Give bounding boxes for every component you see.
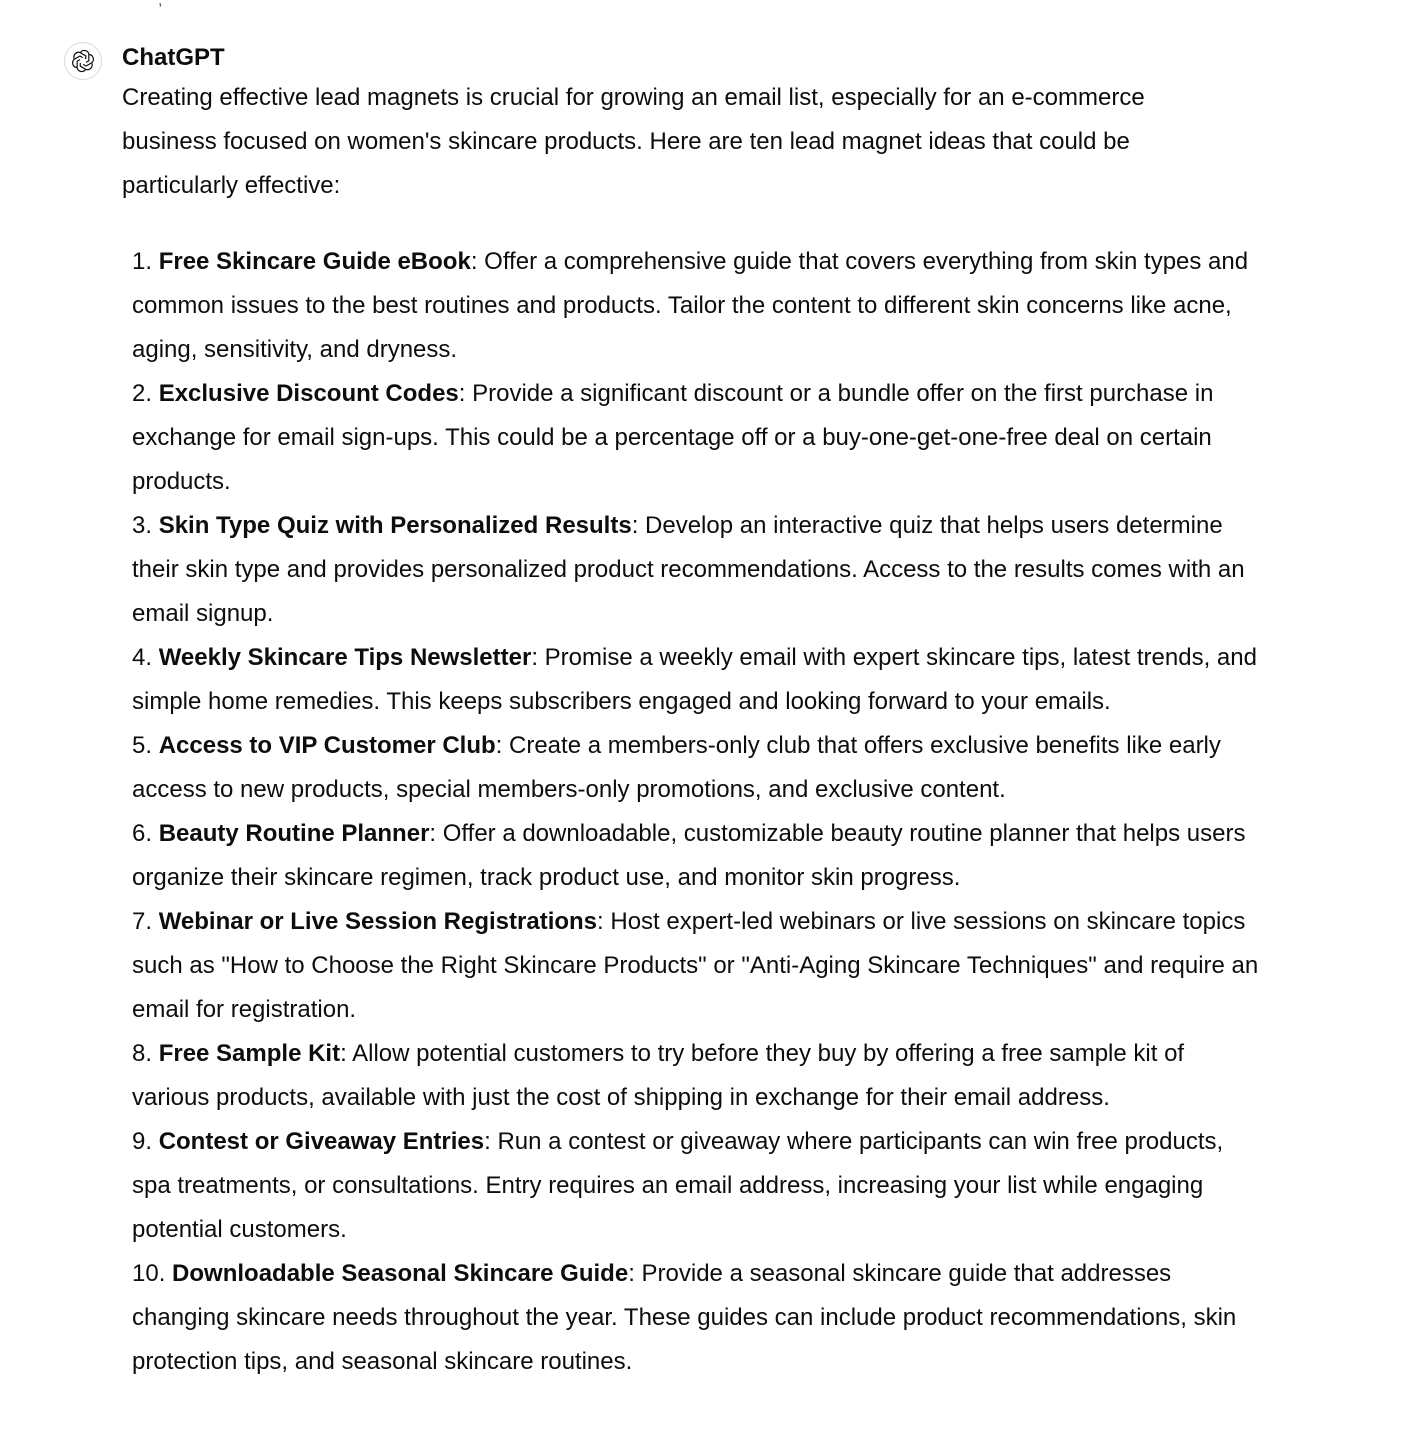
list-item: 1. Free Skincare Guide eBook: Offer a comprehensive guide that covers everything from skin types and common issues to the best routines and products. Tailor the content to different skin concerns like acne, aging, sensitivity, and dryness. (132, 248, 1249, 363)
list-item-title: Free Sample Kit (158, 1040, 341, 1067)
list-item-title: Skin Type Quiz with Personalized Results (158, 512, 632, 539)
previous-message-fragment: , (158, 0, 163, 9)
list-item: 2. Exclusive Discount Codes: Provide a significant discount or a bundle offer on the first purchase in exchange for email sign-ups. This could be a percentage off or a buy-one-get-one-free deal on certain products. (132, 380, 1214, 495)
list-item: 4. Weekly Skincare Tips Newsletter: Promise a weekly email with expert skincare tips, latest trends, and simple home remedies. This keeps subscribers engaged and looking forward to your emails. (132, 644, 1257, 715)
list-item-title: Contest or Giveaway Entries (158, 1128, 485, 1155)
lead-magnet-list (122, 240, 1262, 1384)
list-item-title: Access to VIP Customer Club (158, 732, 496, 759)
list-item: 6. Beauty Routine Planner: Offer a downloadable, customizable beauty routine planner that helps users organize their skincare regimen, track product use, and monitor skin progress. (132, 820, 1246, 891)
list-item: 7. Webinar or Live Session Registrations: Host expert-led webinars or live sessions on skincare topics such as "How to Choose the Right Skincare Products" or "Anti-Aging Skincare Techniques" and require an email for registration. (132, 908, 1259, 1023)
openai-logo-icon (70, 48, 96, 74)
assistant-avatar (64, 42, 102, 80)
list-item-title: Exclusive Discount Codes (158, 380, 459, 407)
list-item-title: Webinar or Live Session Registrations (158, 908, 598, 935)
message-intro: Creating effective lead magnets is crucial for growing an email list, especially for an e-commerce business focused on women's skincare products. Here are ten lead magnet ideas that could be particularly effective: (122, 84, 1145, 199)
list-item-title: Weekly Skincare Tips Newsletter (158, 644, 532, 671)
list-item-title: Free Skincare Guide eBook (158, 248, 471, 275)
message-content (122, 40, 1272, 1384)
list-item-title: Downloadable Seasonal Skincare Guide (172, 1260, 629, 1287)
list-item: 3. Skin Type Quiz with Personalized Results: Develop an interactive quiz that helps users determine their skin type and provides personalized product recommendations. Access to the results comes with an email signup. (132, 512, 1245, 627)
list-item: 5. Access to VIP Customer Club: Create a members-only club that offers exclusive benefits like early access to new products, special members-only promotions, and exclusive content. (132, 732, 1221, 803)
list-item: 8. Free Sample Kit: Allow potential customers to try before they buy by offering a free sample kit of various products, available with just the cost of shipping in exchange for their email address. (132, 1040, 1185, 1111)
list-item-title: Beauty Routine Planner (158, 820, 430, 847)
list-item: 9. Contest or Giveaway Entries: Run a contest or giveaway where participants can win free products, spa treatments, or consultations. Entry requires an email address, increasing your list while engaging potential customers. (132, 1128, 1224, 1243)
list-item: 10. Downloadable Seasonal Skincare Guide: Provide a seasonal skincare guide that addresses changing skincare needs throughout the year. These guides can include product recommendations, skin protection tips, and seasonal skincare routines. (132, 1260, 1237, 1375)
message-author: ChatGPT (122, 44, 225, 71)
